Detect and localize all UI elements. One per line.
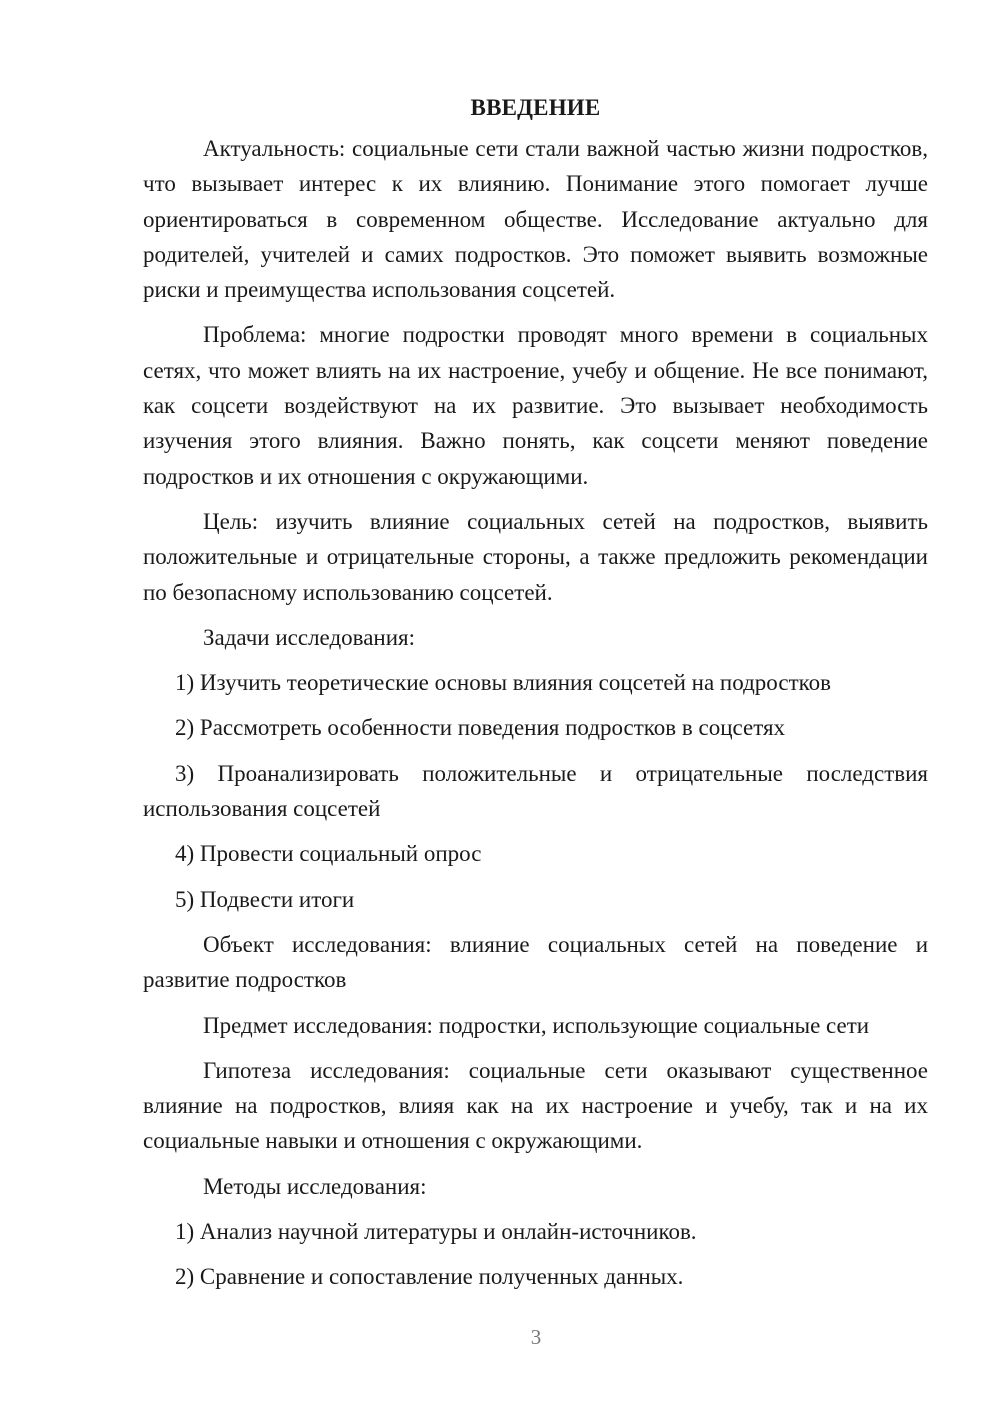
task-item: 3) Проанализировать положительные и отрицательные последствия использования соцсетей: [143, 760, 928, 822]
object-paragraph: Объект исследования: влияние социальных сетей на поведение и развитие подростков: [143, 931, 928, 993]
method-item: 2) Сравнение и сопоставление полученных данных.: [175, 1264, 684, 1290]
page-title: ВВЕДЕНИЕ: [470, 95, 601, 120]
method-item: 1) Анализ научной литературы и онлайн-источников.: [175, 1219, 697, 1245]
relevance-paragraph: Актуальность: социальные сети стали важной частью жизни подростков, что вызывает интерес к их влиянию. Понимание этого помогает лучше ориентироваться в современном обществе. Исследование актуально для родителей, учителей и самих подростков. Это поможет выявить возможные риски и преимущества использования соцсетей.: [143, 136, 928, 303]
methods-heading: Методы исследования:: [203, 1173, 427, 1199]
task-item: 2) Рассмотреть особенности поведения подростков в соцсетях: [175, 715, 786, 741]
task-item: 5) Подвести итоги: [175, 886, 355, 912]
subject-paragraph: Предмет исследования: подростки, использующие социальные сети: [203, 1012, 870, 1038]
page-number: 3: [530, 1325, 542, 1349]
hypothesis-paragraph: Гипотеза исследования: социальные сети оказывают существенное влияние на подростков, влияя как на их настроение и учебу, так и на их социальные навыки и отношения с окружающими.: [143, 1057, 928, 1154]
goal-paragraph: Цель: изучить влияние социальных сетей на подростков, выявить положительные и отрицательные стороны, а также предложить рекомендации по безопасному использованию соцсетей.: [143, 508, 928, 605]
task-item: 4) Провести социальный опрос: [175, 841, 482, 867]
document-page: [143, 90, 928, 1305]
tasks-heading: Задачи исследования:: [203, 624, 416, 650]
problem-paragraph: Проблема: многие подростки проводят много времени в социальных сетях, что может влиять на их настроение, учебу и общение. Не все понимают, как соцсети воздействуют на их развитие. Это вызывает необходимость изучения этого влияния. Важно понять, как соцсети меняют поведение подростков и их отношения с окружающими.: [143, 322, 928, 489]
task-item: 1) Изучить теоретические основы влияния соцсетей на подростков: [175, 670, 831, 696]
